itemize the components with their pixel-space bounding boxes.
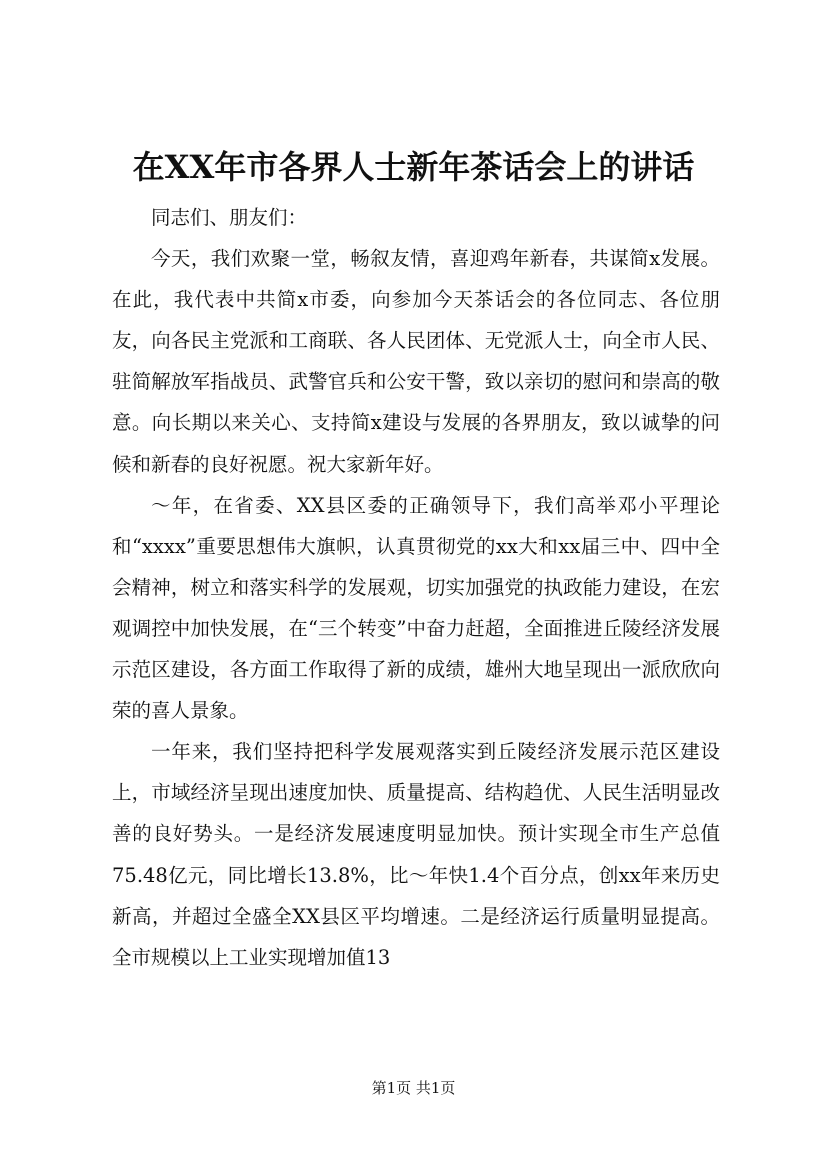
document-body <box>112 197 720 978</box>
body-paragraph-1: 今天，我们欢聚一堂，畅叙友情，喜迎鸡年新春，共谋简x发展。在此，我代表中共简x市委，向参加今天茶话会的各位同志、各位朋友，向各民主党派和工商联、各人民团体、无党派人士，向全市人民、驻简解放军指战员、武警官兵和公安干警，致以亲切的慰问和崇高的敬意。向长期以来关心、支持简x建设与发展的各界朋友，致以诚挚的问候和新春的良好祝愿。祝大家新年好。 <box>112 247 720 476</box>
page-number-footer: 第1页 共1页 <box>371 1079 456 1097</box>
body-paragraph-3: 一年来，我们坚持把科学发展观落实到丘陵经济发展示范区建设上，市域经济呈现出速度加快、质量提高、结构趋优、人民生活明显改善的良好势头。一是经济发展速度明显加快。预计实现全市生产总值75.48亿元，同比增长13.8%，比～年快1.4个百分点，创xx年来历史新高，并超过全盛全XX县区平均增速。二是经济运行质量明显提高。全市规模以上工业实现增加值13 <box>112 740 720 969</box>
salutation-paragraph: 同志们、朋友们： <box>151 206 308 229</box>
document-title: 在XX年市各界人士新年茶话会上的讲话 <box>132 148 695 186</box>
body-paragraph-2: ～年，在省委、XX县区委的正确领导下，我们高举邓小平理论和“xxxx”重要思想伟大旗帜，认真贯彻党的xx大和xx届三中、四中全会精神，树立和落实科学的发展观，切实加强党的执政能力建设，在宏观调控中加快发展，在“三个转变”中奋力赶超，全面推进丘陵经济发展示范区建设，各方面工作取得了新的成绩，雄州大地呈现出一派欣欣向荣的喜人景象。 <box>112 493 720 723</box>
